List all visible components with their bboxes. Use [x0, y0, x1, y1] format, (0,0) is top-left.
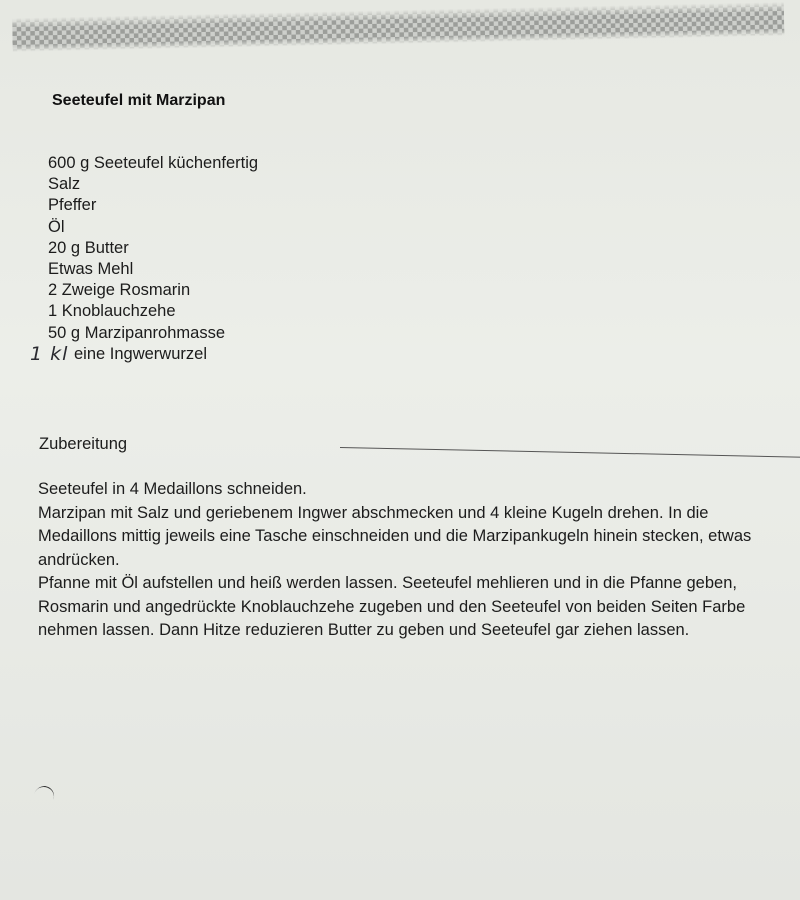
preparation-heading: Zubereitung: [39, 435, 128, 453]
ingredient-item: Salz: [48, 175, 81, 194]
ingredient-item: Öl: [48, 217, 65, 236]
ingredient-item: 50 g Marzipanrohmasse: [48, 323, 226, 342]
preparation-step: Pfanne mit Öl aufstellen und heiß werden lassen. Seeteufel mehlieren und in die Pfanne geben, Rosmarin und angedrückte Knoblauchzehe zugeben und den Seeteufel von beiden Seiten Farbe nehmen lassen. Dann Hitze reduzieren Butter zu geben und Seeteufel gar ziehen lassen.: [38, 574, 746, 639]
preparation-step: Marzipan mit Salz und geriebenem Ingwer abschmecken und 4 kleine Kugeln drehen. In die Medaillons mittig jeweils eine Tasche einschneiden und die Marzipankugeln hinein stecken, etwas andrücken.: [38, 503, 752, 569]
ingredient-item: Pfeffer: [48, 196, 97, 215]
ingredient-item: 600 g Seeteufel küchenfertig: [48, 154, 259, 172]
recipe-title: Seeteufel mit Marzipan: [52, 92, 226, 109]
ingredient-item: 1 Knoblauchzehe: [48, 302, 176, 321]
ingredient-item: 20 g Butter: [48, 238, 129, 257]
pen-mark-decoration: [31, 783, 57, 810]
ingredient-item: Etwas Mehl: [48, 260, 134, 279]
ingredient-item: eine Ingwerwurzel: [74, 344, 207, 363]
handwritten-annotation: 1 kl: [30, 343, 69, 365]
ingredient-list: [48, 153, 258, 365]
heading-underline: [340, 447, 800, 458]
preparation-step: Seeteufel in 4 Medaillons schneiden.: [38, 480, 307, 498]
ingredient-item: 2 Zweige Rosmarin: [48, 281, 191, 300]
checker-border-decoration: [12, 2, 785, 52]
preparation-text: [38, 478, 778, 643]
